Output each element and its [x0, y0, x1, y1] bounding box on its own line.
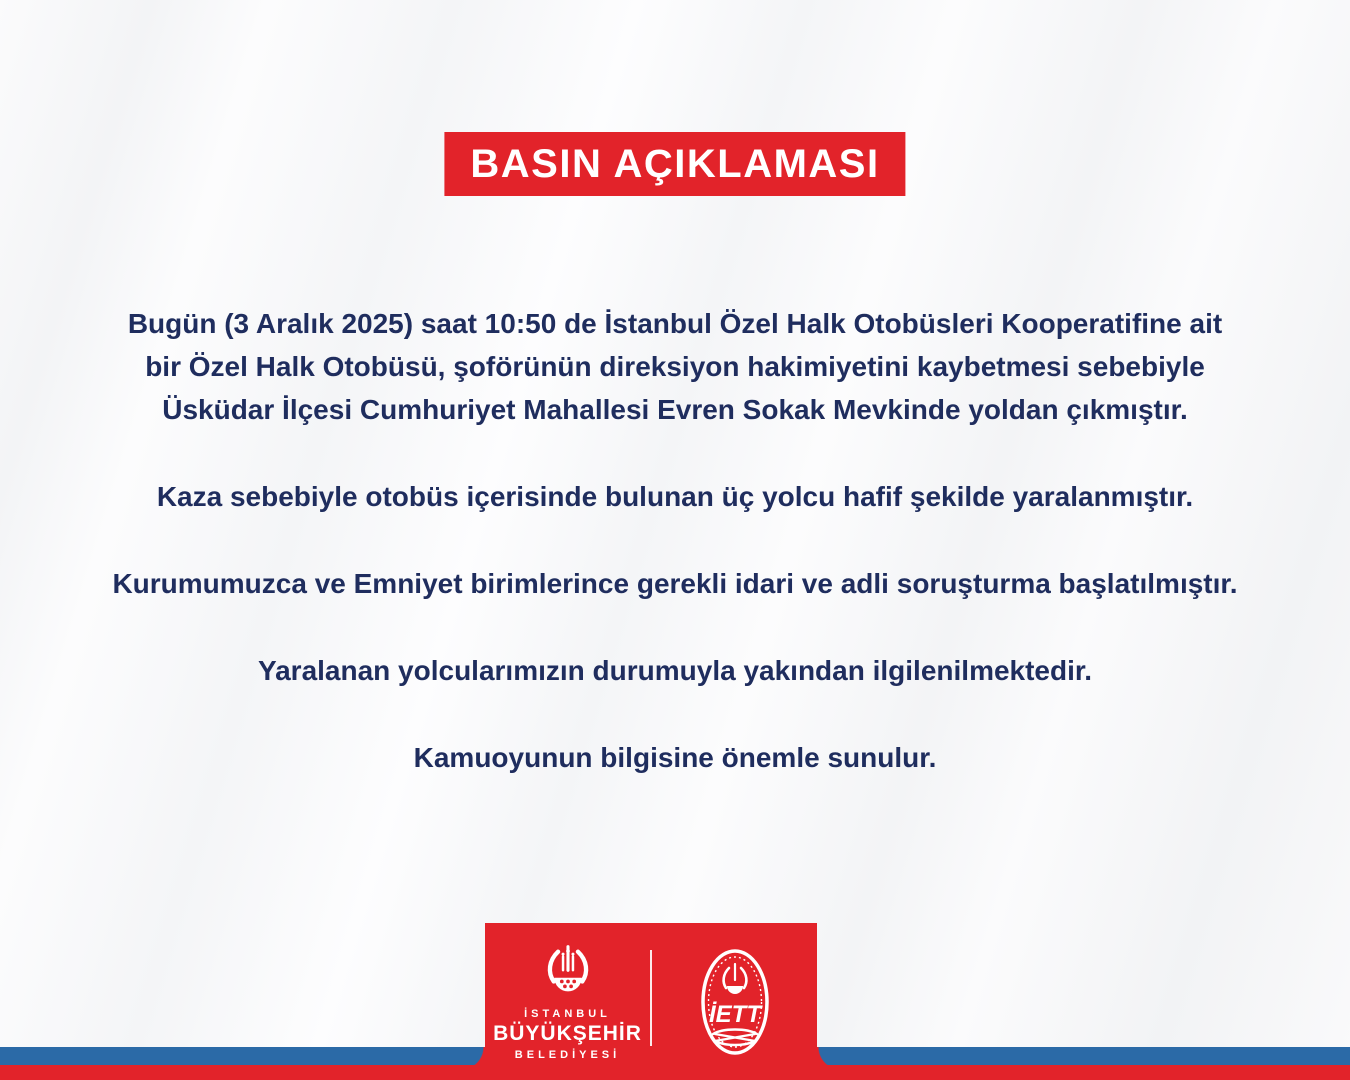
- ibb-logo-city-label: İSTANBUL: [524, 1007, 611, 1020]
- body-line: Bugün (3 Aralık 2025) saat 10:50 de İstanbul Özel Halk Otobüsleri Kooperatifine ait: [127, 308, 1223, 339]
- ibb-emblem-icon: [537, 943, 599, 1005]
- iett-logo: [652, 946, 817, 1058]
- ibb-logo-belediyesi-label: BELEDİYESİ: [514, 1048, 621, 1061]
- footer-logo-box: [485, 923, 817, 1080]
- logo-divider: [650, 950, 652, 1046]
- body-line: Kurumumuzca ve Emniyet birimlerince gerekli idari ve adli soruşturma başlatılmıştır.: [112, 568, 1238, 599]
- body-line: bir Özel Halk Otobüsü, şoförünün direksiyon hakimiyetini kaybetmesi sebebiyle: [145, 351, 1205, 382]
- iett-logo-label: İETT: [708, 1000, 761, 1028]
- ibb-logo-municipality-label: BÜYÜKŞEHİR: [493, 1021, 642, 1045]
- logo-box-flare-right: [817, 1047, 841, 1080]
- paragraph-incident: [0, 302, 1350, 431]
- body-line: Kaza sebebiyle otobüs içerisinde bulunan üç yolcu hafif şekilde yaralanmıştır.: [156, 481, 1194, 512]
- body-line: Üsküdar İlçesi Cumhuriyet Mahallesi Evren Sokak Mevkinde yoldan çıkmıştır.: [162, 394, 1188, 425]
- body-line: Yaralanan yolcularımızın durumuyla yakından ilgilenilmektedir.: [257, 655, 1093, 686]
- press-release-body: [0, 302, 1350, 823]
- press-release-banner: [444, 132, 905, 196]
- iett-emblem-icon: [699, 946, 771, 1058]
- paragraph-closing: [0, 736, 1350, 779]
- ibb-logo: [485, 943, 650, 1061]
- paragraph-investigation: [0, 562, 1350, 605]
- logo-box-flare-left: [461, 1047, 485, 1080]
- banner-title: BASIN AÇIKLAMASI: [470, 142, 880, 186]
- body-line: Kamuoyunun bilgisine önemle sunulur.: [413, 742, 937, 773]
- paragraph-injuries: [0, 475, 1350, 518]
- paragraph-care: [0, 649, 1350, 692]
